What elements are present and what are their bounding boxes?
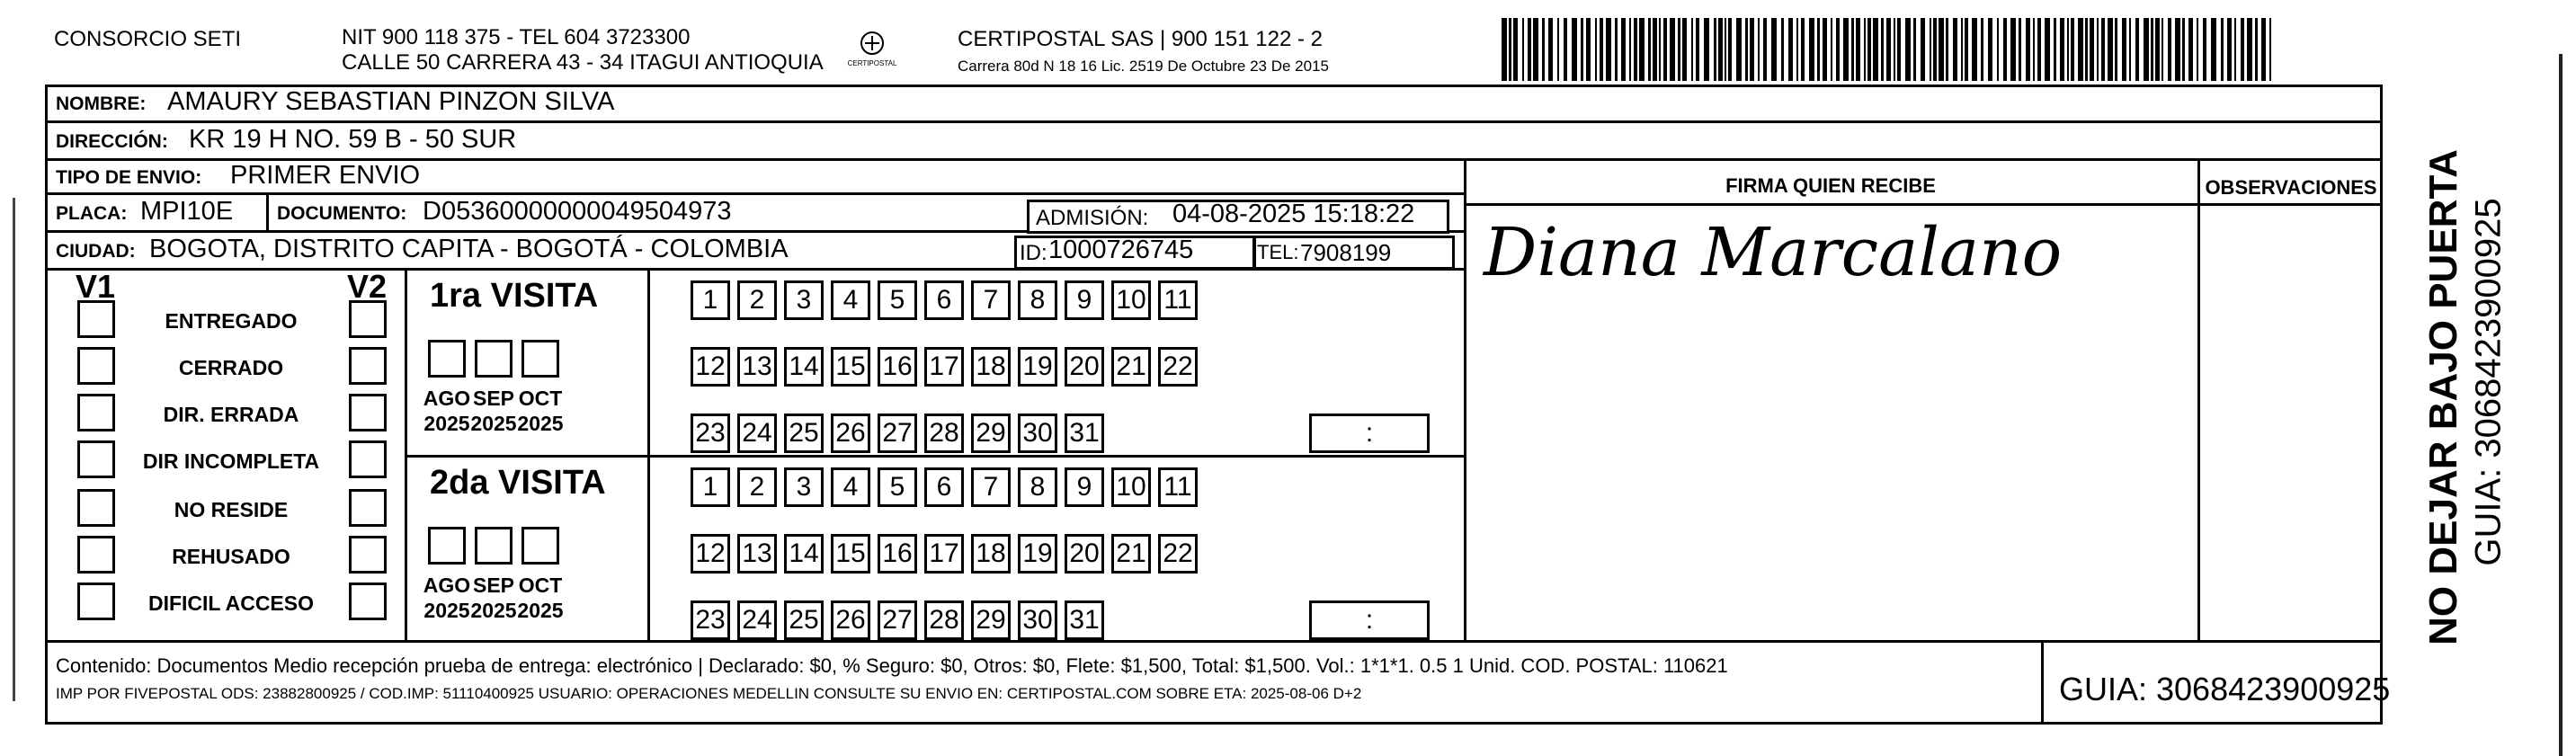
month-label: OCT	[518, 574, 563, 597]
day-box[interactable]: 6	[924, 280, 964, 320]
day-box[interactable]: 9	[1065, 467, 1104, 507]
day-box[interactable]: 21	[1111, 534, 1151, 574]
day-box[interactable]: 12	[691, 534, 730, 574]
year-label: 2025	[517, 412, 564, 435]
year-label: 2025	[470, 412, 517, 435]
day-box[interactable]: 23	[691, 414, 730, 453]
day-box[interactable]: 27	[878, 600, 917, 640]
day-box[interactable]: 9	[1065, 280, 1104, 320]
day-box[interactable]: 21	[1111, 347, 1151, 387]
day-box[interactable]: 2	[737, 280, 777, 320]
status-label: REHUSADO	[172, 545, 290, 568]
time-box[interactable]: :	[1309, 414, 1430, 453]
day-box[interactable]: 31	[1065, 600, 1104, 640]
month-checkbox[interactable]	[521, 527, 559, 565]
year-label: 2025	[423, 599, 470, 622]
day-box[interactable]: 25	[784, 600, 824, 640]
side-guia: GUIA: 3068423900925	[2468, 198, 2509, 566]
tipo-envio-value: PRIMER ENVIO	[230, 161, 421, 190]
day-box[interactable]: 10	[1111, 467, 1151, 507]
day-box[interactable]: 14	[784, 534, 824, 574]
contenido-text: Contenido: Documentos Medio recepción prueba de entrega: electrónico | Declarado: $0, % Seguro: $0, Otros: $0, Flete: $1,500, Total: $1,500. Vol.: 1*1*1. 0.5 1 Unid. COD. POSTAL: 110621	[56, 654, 1728, 677]
day-box[interactable]: 5	[878, 467, 917, 507]
month-label: OCT	[518, 387, 563, 410]
day-box[interactable]: 7	[971, 280, 1011, 320]
day-box[interactable]: 4	[831, 467, 870, 507]
day-box[interactable]: 30	[1018, 414, 1057, 453]
time-box[interactable]: :	[1309, 600, 1430, 640]
day-box[interactable]: 30	[1018, 600, 1057, 640]
status-label: DIFICIL ACCESO	[147, 591, 314, 615]
nombre-value: AMAURY SEBASTIAN PINZON SILVA	[167, 87, 615, 116]
v2-checkbox[interactable]	[349, 583, 387, 620]
carrier-logo	[841, 29, 904, 74]
v2-checkbox[interactable]	[349, 536, 387, 574]
status-label: DIR INCOMPLETA	[142, 449, 320, 473]
year-label: 2025	[517, 599, 564, 622]
imp-text: IMP POR FIVEPOSTAL ODS: 23882800925 / COD.IMP: 51110400925 USUARIO: OPERACIONES MEDELLIN CONSULTE SU ENVIO EN: CERTIPOSTAL.COM SOBRE ETA: 2025-08-06 D+2	[56, 685, 1362, 702]
side-warning: NO DEJAR BAJO PUERTA	[2421, 149, 2465, 645]
day-box[interactable]: 18	[971, 534, 1011, 574]
month-checkbox[interactable]	[475, 340, 513, 378]
id-value: 1000726745	[1048, 236, 1194, 264]
day-box[interactable]: 18	[971, 347, 1011, 387]
logo-text: CERTIPOSTAL	[847, 59, 897, 67]
day-box[interactable]: 19	[1018, 347, 1057, 387]
placa-value: MPI10E	[140, 197, 234, 226]
v1-checkbox[interactable]	[77, 583, 115, 620]
visit-title: 2da VISITA	[430, 464, 606, 502]
documento-value: D05360000000049504973	[423, 197, 732, 226]
day-box[interactable]: 1	[691, 467, 730, 507]
day-box[interactable]: 7	[971, 467, 1011, 507]
status-label: ENTREGADO	[165, 309, 298, 333]
address-line: CALLE 50 CARRERA 43 - 34 ITAGUI ANTIOQUIA	[342, 50, 824, 75]
v2-label: V2	[347, 268, 388, 305]
month-label: AGO	[423, 574, 471, 597]
day-box[interactable]: 24	[737, 414, 777, 453]
status-label: DIR. ERRADA	[163, 403, 299, 426]
month-checkbox[interactable]	[475, 527, 513, 565]
day-box[interactable]: 20	[1065, 534, 1104, 574]
day-box[interactable]: 8	[1018, 280, 1057, 320]
barcode	[1502, 18, 2275, 81]
day-box[interactable]: 17	[924, 347, 964, 387]
day-box[interactable]: 31	[1065, 414, 1104, 453]
tel-label: TEL:	[1257, 241, 1299, 263]
status-label: CERRADO	[178, 356, 284, 379]
day-box[interactable]: 26	[831, 414, 870, 453]
day-box[interactable]: 13	[737, 534, 777, 574]
day-box[interactable]: 14	[784, 347, 824, 387]
direccion-label: DIRECCIÓN:	[56, 131, 168, 152]
v1-checkbox[interactable]	[77, 394, 115, 431]
month-checkbox[interactable]	[428, 340, 466, 378]
observaciones-label: OBSERVACIONES	[2205, 176, 2377, 199]
month-label: SEP	[472, 574, 515, 597]
admision-value: 04-08-2025 15:18:22	[1172, 200, 1415, 228]
day-box[interactable]: 29	[971, 414, 1011, 453]
day-box[interactable]: 8	[1018, 467, 1057, 507]
day-box[interactable]: 22	[1158, 347, 1198, 387]
day-box[interactable]: 3	[784, 280, 824, 320]
day-box[interactable]: 16	[878, 534, 917, 574]
day-box[interactable]: 1	[691, 280, 730, 320]
day-box[interactable]: 11	[1158, 467, 1198, 507]
day-box[interactable]: 15	[831, 347, 870, 387]
signature-text: Diana Marcalano	[1484, 214, 2063, 291]
day-box[interactable]: 22	[1158, 534, 1198, 574]
day-box[interactable]: 23	[691, 600, 730, 640]
day-box[interactable]: 24	[737, 600, 777, 640]
v2-checkbox[interactable]	[349, 489, 387, 527]
day-box[interactable]: 3	[784, 467, 824, 507]
year-label: 2025	[470, 599, 517, 622]
day-box[interactable]: 2	[737, 467, 777, 507]
day-box[interactable]: 26	[831, 600, 870, 640]
v1-checkbox[interactable]	[77, 300, 115, 338]
guia-footer: GUIA: 3068423900925	[2059, 671, 2391, 707]
v1-label: V1	[76, 268, 116, 305]
nit-line: NIT 900 118 375 - TEL 604 3723300	[342, 25, 691, 49]
day-box[interactable]: 28	[924, 414, 964, 453]
day-box[interactable]: 19	[1018, 534, 1057, 574]
month-label: SEP	[472, 387, 515, 410]
year-label: 2025	[423, 412, 470, 435]
v2-checkbox[interactable]	[349, 440, 387, 478]
month-label: AGO	[423, 387, 471, 410]
placa-label: PLACA:	[56, 203, 128, 224]
day-box[interactable]: 12	[691, 347, 730, 387]
month-checkbox[interactable]	[428, 527, 466, 565]
ciudad-label: CIUDAD:	[56, 241, 136, 262]
documento-label: DOCUMENTO:	[277, 203, 407, 224]
tipo-envio-label: TIPO DE ENVIO:	[56, 167, 202, 188]
v1-checkbox[interactable]	[77, 536, 115, 574]
id-label: ID:	[1020, 241, 1047, 265]
v1-checkbox[interactable]	[77, 489, 115, 527]
day-box[interactable]: 4	[831, 280, 870, 320]
v1-checkbox[interactable]	[77, 347, 115, 385]
ciudad-value: BOGOTA, DISTRITO CAPITA - BOGOTÁ - COLOMBIA	[149, 235, 789, 263]
company-name: CONSORCIO SETI	[54, 27, 242, 51]
day-box[interactable]: 29	[971, 600, 1011, 640]
day-box[interactable]: 15	[831, 534, 870, 574]
month-checkbox[interactable]	[521, 340, 559, 378]
v2-checkbox[interactable]	[349, 394, 387, 431]
nombre-label: NOMBRE:	[56, 93, 147, 114]
day-box[interactable]: 27	[878, 414, 917, 453]
visit-title: 1ra VISITA	[430, 277, 599, 315]
day-box[interactable]: 20	[1065, 347, 1104, 387]
direccion-value: KR 19 H NO. 59 B - 50 SUR	[189, 125, 517, 154]
left-edge-mark	[13, 198, 15, 701]
day-box[interactable]: 5	[878, 280, 917, 320]
right-edge-mark	[2559, 54, 2563, 756]
carrier-line: CERTIPOSTAL SAS | 900 151 122 - 2	[958, 27, 1323, 51]
day-box[interactable]: 16	[878, 347, 917, 387]
day-box[interactable]: 10	[1111, 280, 1151, 320]
day-box[interactable]: 28	[924, 600, 964, 640]
carrier-detail: Carrera 80d N 18 16 Lic. 2519 De Octubre 23 De 2015	[958, 58, 1329, 75]
day-box[interactable]: 13	[737, 347, 777, 387]
day-box[interactable]: 25	[784, 414, 824, 453]
day-box[interactable]: 11	[1158, 280, 1198, 320]
day-box[interactable]: 17	[924, 534, 964, 574]
v2-checkbox[interactable]	[349, 300, 387, 338]
v2-checkbox[interactable]	[349, 347, 387, 385]
admision-label: ADMISIÓN:	[1036, 206, 1149, 230]
day-box[interactable]: 6	[924, 467, 964, 507]
status-label: NO RESIDE	[174, 498, 289, 521]
firma-label: FIRMA QUIEN RECIBE	[1725, 174, 1936, 197]
tel-value: 7908199	[1300, 239, 1392, 266]
v1-checkbox[interactable]	[77, 440, 115, 478]
